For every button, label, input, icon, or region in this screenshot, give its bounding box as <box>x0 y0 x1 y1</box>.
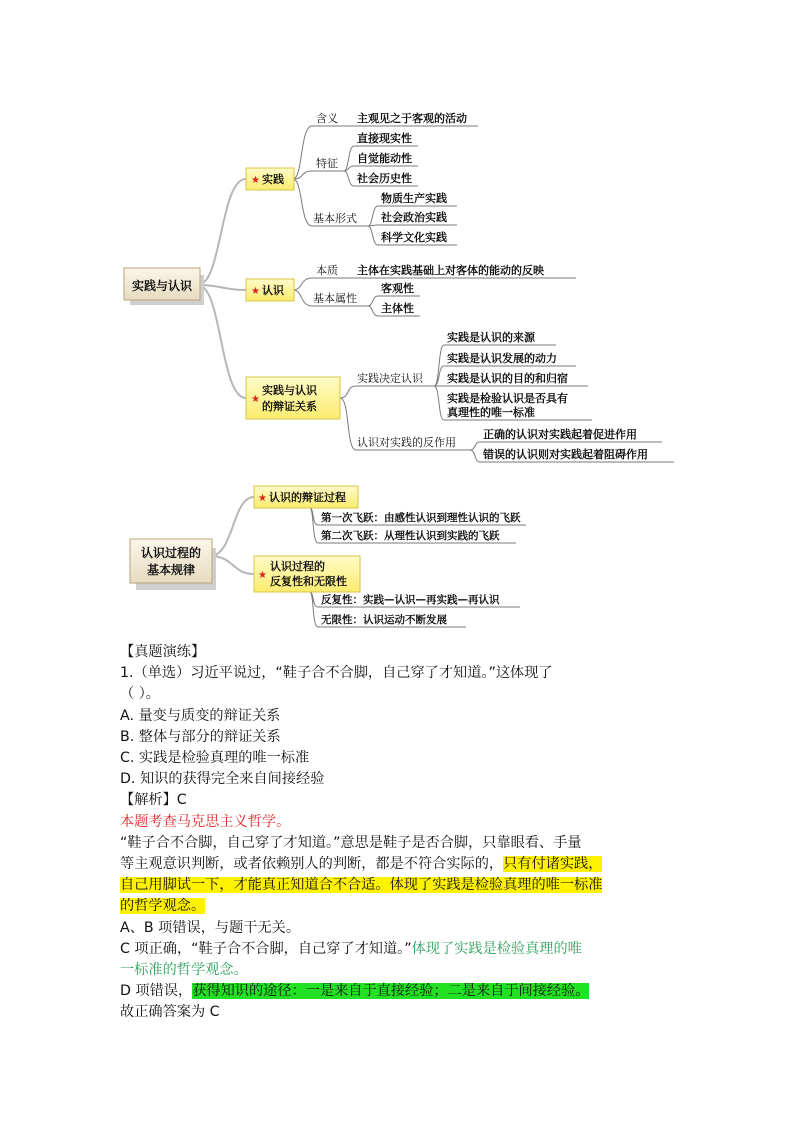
option-b: B. 整体与部分的辩证关系 <box>120 728 281 745</box>
svg-text:主观见之于客观的活动: 主观见之于客观的活动 <box>357 112 467 125</box>
question-line: （ ）。 <box>120 686 160 703</box>
section-node-dialectic-process <box>254 486 358 508</box>
svg-text:第二次飞跃：从理性认识到实践的飞跃: 第二次飞跃：从理性认识到实践的飞跃 <box>321 530 500 542</box>
star-icon: ★ <box>258 493 267 504</box>
explanation-text: D 项错误， <box>120 983 193 1000</box>
option-c-analysis-cont: 一标准的哲学观念。 <box>120 962 248 979</box>
svg-text:反复性：实践—认识—再实践—再认识: 反复性：实践—认识—再实践—再认识 <box>321 594 500 606</box>
svg-text:物质生产实践: 物质生产实践 <box>381 192 447 205</box>
option-d: D. 知识的获得完全来自间接经验 <box>120 771 325 788</box>
explanation-line: “鞋子合不合脚，自己穿了才知道。”意思是鞋子是否合脚，只靠眼看、手量 <box>120 834 582 851</box>
option-a: A. 量变与质变的辩证关系 <box>120 707 281 724</box>
analysis-heading: 【解析】C <box>120 792 187 809</box>
star-icon: ★ <box>251 286 260 297</box>
mindmap2-root <box>130 539 216 590</box>
section-node-practice <box>246 168 294 190</box>
section-node-cognition <box>246 279 294 301</box>
svg-text:实践决定认识: 实践决定认识 <box>357 372 423 385</box>
exercise-section <box>120 642 680 1024</box>
topic-line: 本题考查马克思主义哲学。 <box>120 813 291 830</box>
svg-text:的辩证关系: 的辩证关系 <box>262 400 317 413</box>
svg-text:认识: 认识 <box>262 284 284 297</box>
svg-text:认识对实践的反作用: 认识对实践的反作用 <box>357 436 456 449</box>
svg-text:本质: 本质 <box>316 264 338 277</box>
star-icon: ★ <box>251 175 260 186</box>
explanation-line <box>120 875 680 896</box>
svg-text:实践是认识的目的和归宿: 实践是认识的目的和归宿 <box>447 372 568 385</box>
green-text: 体现了实践是检验真理的唯 <box>411 940 582 957</box>
highlighted-text: 获得知识的途径：一是来自于直接经验；二是来自于间接经验。 <box>192 983 590 1000</box>
svg-text:认识的辩证过程: 认识的辩证过程 <box>269 491 346 504</box>
svg-text:自觉能动性: 自觉能动性 <box>357 152 412 165</box>
svg-text:错误的认识则对实践起着阻碍作用: 错误的认识则对实践起着阻碍作用 <box>483 448 648 461</box>
svg-text:实践是认识的来源: 实践是认识的来源 <box>447 331 535 344</box>
question-line: 1.（单选）习近平说过，“鞋子合不合脚，自己穿了才知道。”这体现了 <box>120 665 553 682</box>
mindmap1-labels <box>313 111 648 461</box>
highlighted-text: 自己用脚试一下，才能真正知道合不合适。体现了实践是检验真理的唯一标准 <box>120 877 603 894</box>
svg-text:基本规律: 基本规律 <box>146 563 196 577</box>
svg-text:实践是检验认识是否具有: 实践是检验认识是否具有 <box>447 392 568 405</box>
svg-text:认识过程的: 认识过程的 <box>270 560 325 573</box>
option-c-analysis <box>120 939 680 960</box>
svg-text:基本属性: 基本属性 <box>313 292 357 305</box>
svg-text:正确的认识对实践起着促进作用: 正确的认识对实践起着促进作用 <box>483 428 637 441</box>
highlighted-text: 只有付诸实践， <box>503 856 603 873</box>
option-d-analysis <box>120 981 680 1002</box>
svg-text:含义: 含义 <box>316 112 338 125</box>
svg-text:直接现实性: 直接现实性 <box>357 132 412 145</box>
section-node-dialectic-relation <box>246 377 340 419</box>
svg-text:科学文化实践: 科学文化实践 <box>381 231 447 244</box>
svg-text:无限性：认识运动不断发展: 无限性：认识运动不断发展 <box>321 614 447 626</box>
star-icon: ★ <box>251 394 260 405</box>
svg-text:认识过程的: 认识过程的 <box>140 546 202 560</box>
svg-text:主体在实践基础上对客体的能动的反映: 主体在实践基础上对客体的能动的反映 <box>357 264 544 277</box>
section-node-repetition-infinity <box>254 556 360 592</box>
svg-text:主体性: 主体性 <box>381 302 414 315</box>
highlighted-text: 的哲学观念。 <box>120 898 206 915</box>
svg-text:真理性的唯一标准: 真理性的唯一标准 <box>447 406 535 419</box>
svg-text:特征: 特征 <box>316 157 338 170</box>
svg-text:社会历史性: 社会历史性 <box>357 172 412 185</box>
svg-text:实践是认识发展的动力: 实践是认识发展的动力 <box>447 352 557 365</box>
svg-text:反复性和无限性: 反复性和无限性 <box>270 575 347 588</box>
svg-text:实践与认识: 实践与认识 <box>262 384 317 397</box>
explanation-line <box>120 854 680 875</box>
mindmap2-connectors <box>210 497 254 574</box>
svg-text:客观性: 客观性 <box>381 282 414 295</box>
svg-text:第一次飞跃：由感性认识到理性认识的飞跃: 第一次飞跃：由感性认识到理性认识的飞跃 <box>321 512 521 524</box>
mindmap1-root <box>124 268 204 305</box>
answer-line: 故正确答案为 C <box>120 1004 220 1021</box>
svg-text:实践与认识: 实践与认识 <box>131 279 193 293</box>
explanation-text: 等主观意识判断，或者依赖别人的判断，都是不符合实际的， <box>120 856 504 873</box>
svg-text:基本形式: 基本形式 <box>313 212 357 225</box>
explanation-text: C 项正确，“鞋子合不合脚，自己穿了才知道。” <box>120 940 412 957</box>
option-c: C. 实践是检验真理的唯一标准 <box>120 750 310 767</box>
svg-text:社会政治实践: 社会政治实践 <box>381 211 447 224</box>
explanation-line <box>120 896 680 917</box>
option-ab-analysis: A、B 项错误，与题干无关。 <box>120 919 301 936</box>
star-icon: ★ <box>258 570 267 581</box>
svg-text:实践: 实践 <box>262 173 284 186</box>
mindmap1-connectors <box>198 179 246 398</box>
exercise-heading: 【真题演练】 <box>120 644 206 660</box>
